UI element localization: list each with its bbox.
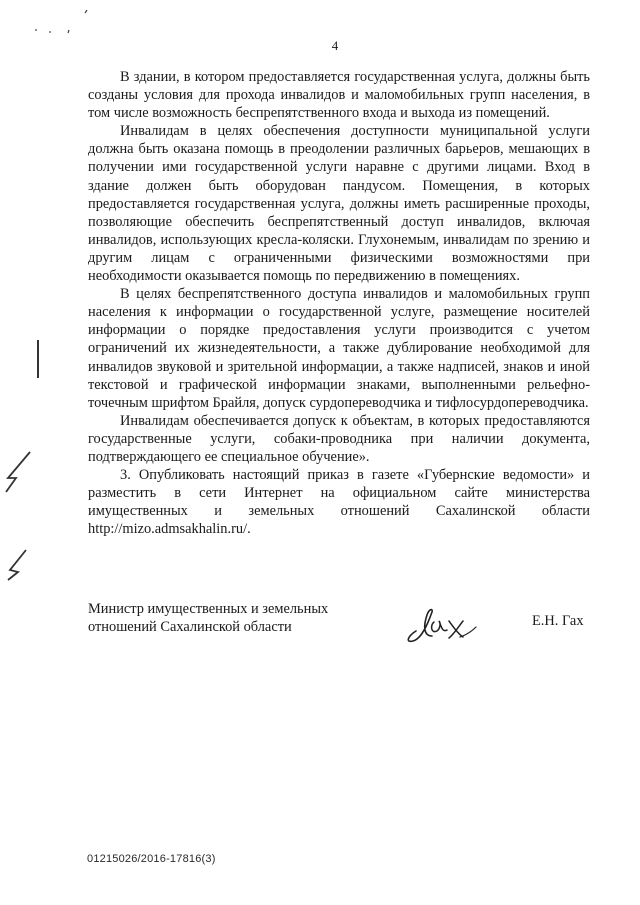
paragraph-assistance: Инвалидам в целях обеспечения доступности муниципальной услуги должна быть оказана помощь в преодолении различных барьеров, мешающих в получении ими государственной услуги наравне с другими лицами. Вход в здание должен быть оборудован пандусом. Помещения, в которых предоставляется государственная услуга, должны иметь расширенные проходы, позволяющие обеспечить беспрепятственный доступ инвалидов, включая инвалидов, использующих кресла-коляски. Глухонемым, инвалидам по зрению и другим лицам с ограниченными физическими возможностями при необходимости оказывается помощь по передвижению в помещениях. (88, 123, 590, 285)
paragraph-publication-order: 3. Опубликовать настоящий приказ в газете «Губернские ведомости» и разместить в сети Интернет на официальном сайте министерства имущественных и земельных отношений Сахалинской области http://mizo.admsakhalin.ru/. (88, 467, 590, 538)
scan-margin-mark-hook (2, 548, 30, 582)
paragraph-guide-dogs: Инвалидам обеспечивается допуск к объектам, в которых предоставляются государственные услуги, собаки-проводника при наличии документа, подтверждающего ее специальное обучение». (88, 412, 590, 465)
scan-margin-mark-top (30, 8, 100, 38)
handwritten-signature (402, 603, 480, 645)
paragraph-information-access: В целях беспрепятственного доступа инвалидов и маломобильных групп населения к информации о государственной услуге, размещение носителей информации о порядке предоставления услуги производится с учетом ограничений их жизнедеятельности, а также дублирование необходимой для инвалидов звуковой и зрительной информации, а также надписей, знаков и иной текстовой и графической информации знаками, выполненными рельефно-точечным шрифтом Брайля, допуск сурдопереводчика и тифлосурдопереводчика. (88, 286, 590, 411)
signatory-title (88, 600, 328, 637)
scan-margin-mark-diagonal (2, 448, 34, 494)
document-body (88, 68, 590, 538)
signer-name: Е.Н. Гах (532, 613, 584, 629)
scan-margin-mark-vertical (32, 338, 44, 380)
paragraph-building-conditions: В здании, в котором предоставляется государственная услуга, должны быть созданы условия для прохода инвалидов и маломобильных групп населения, в том числе возможность беспрепятственного входа и выхода из помещений. (88, 69, 590, 122)
page-number: 4 (331, 38, 339, 53)
signatory-title-line-1: Министр имущественных и земельных (88, 601, 329, 617)
document-registration-code: 01215026/2016-17816(3) (87, 853, 216, 865)
signatory-title-line-2: отношений Сахалинской области (88, 619, 292, 636)
